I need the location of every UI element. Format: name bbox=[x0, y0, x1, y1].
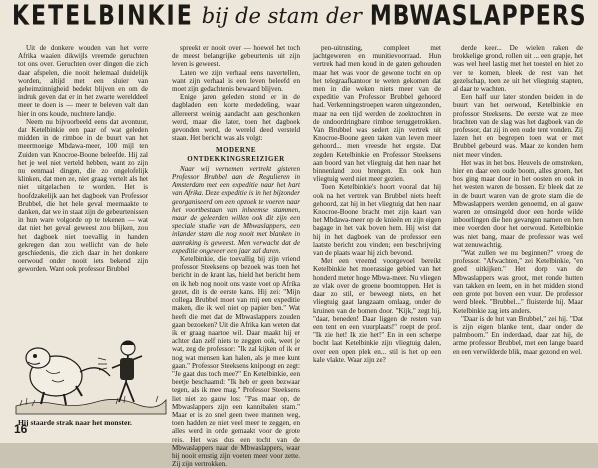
illustration-caption: Hij staarde strak naar het monster. bbox=[18, 418, 132, 427]
paragraph: "Wat zullen we nu beginnen?" vroeg de professor. "Afwachten," zei Ketelbinkie, "en goed uitkijken." Het dorp van de Mbwaslappers was groot, met ronde hutten van takken en leem, en in het midden stond een grote pot boven een vuur. De professor werd bleek. "Brubbel..." fluisterde hij. Maar Ketelbinkie zag iets anders. bbox=[453, 249, 583, 315]
paragraph: Laten we zijn verhaal eens navertellen, want zijn verhaal is een leven beleefd en moet zijn gedachtenis bewaard blijven. bbox=[172, 68, 300, 94]
paragraph: Naar wij vernemen vertrekt gisteren Professor Brubbel aan de Regulieren in Amsterdam met een expeditie naar het hart van Afrika. Deze expeditie is in het bijzonder georganiseerd om een opzoek te voeren naar het voortbestaan van inheemse stammen, maar de geleerden willen ook dit zijn een speciale studie van de Mbwaslappers, een inlander stam die nog nooit met blanken in aanraking is geweest. Men verwacht dat de expeditie ongeveer een jaar zal duren. bbox=[172, 164, 300, 255]
paragraph: pen-uitrusting, compleet met jachtgeweren en munitievoorraad. Hun vertrek had men koud in de gaten gehouden maar het was voor de gewone tocht en op het telegraafkantoor te weten gekomen dat men in die weken niets meer van de expeditie van Professor Brubbel gehoord had. Verkenningstroepen waren uitgezonden, maar na een tijd werden de zoektochten in de ondoordringbare rimboe teruggetrokken. Van Brubbel was sedert zijn vertrek uit Knocroe-Boone geen taken van leven meer gehoord... men vreesde het ergste. Dat zegden Ketelbinkie en Professor Steeksens aan boord van het vliegtuig dat hen naar het binnenland zou brengen. En ook hun vliegtuig werd niet meer gezien. bbox=[313, 44, 441, 184]
paragraph: Toen Ketelbinkie's hoort vooral dat hij ook na het vertrek van Brubbel niets heeft gehoord, zat hij in het vliegtuig dat hen naar Knocroe-Boone bracht met zijn kaart van het Mbdawa-meer op de knieën en zijn eigen bagage in het vak boven hem. Hij wist dat hij in het dagboek van de professor een laatste bericht zou vinden; een beschrijving van de plaats waar hij zich bevond. bbox=[313, 183, 441, 258]
paragraph: Een half uur later stonden beiden in de buurt van het oerwoud, Ketelbinkie en professor Steeksens. De eerste wat ze mee brachten van de slag was het dagboek van de professor, dat zij in een oude tent vonden. Zij lazen het en begrepen toen wat er met Brubbel gebeurd was. Maar ze konden hem niet meer vinden. bbox=[453, 93, 583, 159]
paragraph: Enige jaren geleden stond er in de dagbladen een korte mededeling, waar allereerst weinig aandacht aan geschonken werd, maar die later, toen het dagboek gevonden werd, de wereld deed versteld staan. Het bericht was als volgt: bbox=[172, 93, 300, 143]
text-column-1 bbox=[18, 44, 148, 314]
headline-part-mbwaslappers: MBWASLAPPERS bbox=[369, 0, 587, 33]
paragraph: spreekt er nooit over — hoewel het toch de meest belangrijke gebeurtenis uit zijn leven is geweest. bbox=[172, 44, 300, 69]
headline-part-ketelbinkie: KETELBINKIE bbox=[12, 0, 194, 33]
paragraph: Ketelbinkie, die toevallig bij zijn vriend professor Steeksens op bezoek was toen het bericht in de krant las, hield het bericht hem en ik heb nog nooit ons vaste voet op Afrika gezet, dit is de eerste kans. Hij zei: "Mijn collega Brubbel moet van mij een expeditie maken, die ik wel niet op papier ben." Wat heeft die met dat de Mbwaslappers zouden gaan bezoeken? Uit die Afrika kan weten dat ik er graag naartoe wil. Daar maakt hij er achter dan zelf niets te zeggen ook, weet je wat, zeg de professor: "Ik zal kijken of ik er nog wat mensen kan halen, als je mee kunt gaan." Professor Steeksens knipoogt en zegt: "Je gaat dus toch mee?" En Ketelbinkie, een beetje beschaamd: "Ik heb er geen bezwaar tegen, als ik mee mag." Professor Steeksens liet niet zo gauw los: "Pas maar op, de Mbwaslappers zijn een kannibalen stam." Maar er is zo snel geen twee mannen weg, toen hadden ze niet veel meer te zeggen, en alles werd in orde gemaakt voor de grote reis. Het was dus een tocht van de Mbwaslappers naar de Mbwaslappers, waar hij nooit ernstig zijn voeten meer voor zette. Zij zijn vertrokken. bbox=[172, 255, 300, 468]
paragraph: derde keer... De wielen raken de brokkelige grond, rollen uit ... een grapje, het was wel heel lastig met het toestel en hiet zo ver te komen, bleek de rest van het gezelschap, toen ze uit het vliegtuig stapten, al daar te wachten. bbox=[453, 44, 583, 94]
headline bbox=[12, 0, 588, 34]
paragraph: Het was in het bos. Heuvels de omstreken, hier en daar een oude boom, alles groen, het bos ging maar door in het oosten en ook in het westen waren de bossen. Er bleek dat ze in de buurt waren van de grote stam die de Mbwaslappers werden genoemd, en al gauw waren ze omsingeld door een horde wilde inboorlingen die hen gevangen namen en hen mee voerden door het oerwoud. Ketelbinkie was niet bang, maar de professor was wel wat zenuwachtig. bbox=[453, 158, 583, 249]
headline-part-italic: bij de stam der bbox=[201, 4, 362, 28]
text-column-3 bbox=[313, 44, 441, 416]
subheading: MODERNE ONTDEKKINGSREIZIGER bbox=[187, 146, 285, 163]
paragraph: Uit de donkere wouden van het verre Afrika waaien dikwijls vreemde geruchten tot ons over. Geruchten over dingen die zich daar afspelen, die nooit helemaal duidelijk worden, altijd met een sluier van geheimzinnigheid bedekt blijven en om de indruk geven dat er in het zwarte werelddeel meer te doen is — meer te beleven valt dan hier in ons koude, nuchtere landje. bbox=[18, 44, 148, 118]
text-column-2 bbox=[172, 44, 300, 468]
paragraph: Neem nu bijvoorbeeld eens dat avontuur, dat Ketelbinkie een paar of wat geleden midden in de rimboe in de buurt van het meermoeige Mbdawa-meer, 100 mijl ten Zuiden van Knocroe-Boone beleefde. Hij zal het je wel niet verteld hebben, want zo zijn nu eenmaal dingen, die zo ongelofelijk klinken, dat men ze, niet graag vertelt als het niet uitgelachen te worden. Het is hoofdzakelijk aan het dagboek van Professor Brubbel, die het hele geval meemaakte te danken, dat we in staat zijn de gebeurtenissen in hun ware volgorde op te tekenen — wat dat niet het geval geweest zou blijken, zou het dagboek niet toevallig in handen gekregen dan zou wellicht van de hele geschiedenis, die zich daar in het donkere oerwoud onder nooit iets bekend zijn geworden. Want ook professor Brubbel bbox=[18, 117, 148, 274]
page-number: 16 bbox=[14, 422, 28, 436]
illustration-monster bbox=[16, 318, 166, 414]
paragraph: Met een vreemd voorgevoel bereikt Ketelbinkie het moerassige gebied van het honderd meter hoge Mbwa-meer. Nu vliegen ze vlak over de groene boomtoppen. Het is daar zo stil, er beweegt niets, en het vliegtuig gaat langzaam omlaag, onder de kruinen van de bomen door. "Kijk," zegt hij, "daar, beneden! Daar liggen de resten van een tent en een vuurplaats!" roept de prof. "Ik zie het! Ik zie het!" En in een scherpe bocht laat Ketelbinkie zijn vliegtuig dalen, over een open plek en... stil is het op een kale vlakte. Waar zijn ze? bbox=[313, 257, 441, 364]
quoted-report bbox=[172, 165, 300, 255]
paragraph: "Daar is de hut van Brubbel," zei hij. "Dat is zijn eigen blanke tent, daar onder de palmboom." En inderdaad, daar zat hij, de arme professor Brubbel, met een lange baard en een verwilderde blik, maar gezond en wel. bbox=[453, 314, 583, 356]
text-column-4 bbox=[453, 44, 583, 416]
